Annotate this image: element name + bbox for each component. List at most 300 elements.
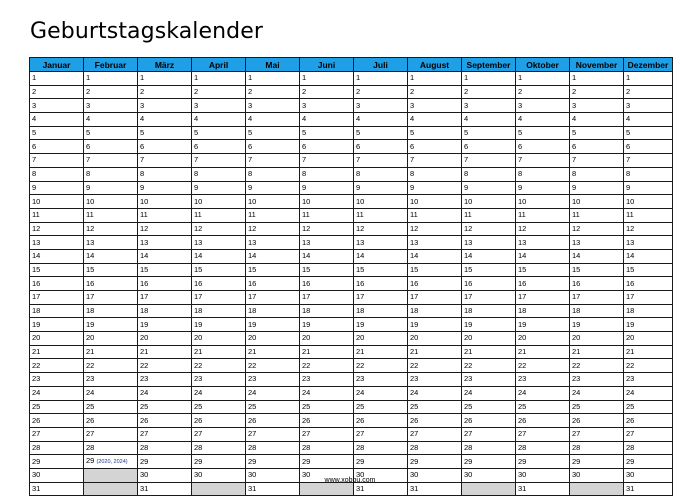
day-cell: 23 — [84, 373, 138, 387]
day-cell: 2 — [84, 85, 138, 99]
day-cell: 24 — [300, 386, 354, 400]
day-cell: 3 — [30, 99, 84, 113]
day-cell: 11 — [462, 208, 516, 222]
day-cell: 13 — [570, 236, 624, 250]
day-cell: 12 — [408, 222, 462, 236]
day-cell: 12 — [354, 222, 408, 236]
day-cell: 6 — [624, 140, 673, 154]
day-cell: 5 — [30, 126, 84, 140]
month-header: September — [462, 58, 516, 72]
day-cell: 28 — [300, 441, 354, 455]
day-cell: 17 — [624, 291, 673, 305]
day-cell: 13 — [516, 236, 570, 250]
table-row — [30, 195, 673, 209]
blank-cell — [462, 482, 516, 496]
day-cell: 16 — [192, 277, 246, 291]
day-cell: 8 — [462, 167, 516, 181]
table-row — [30, 359, 673, 373]
day-cell: 23 — [462, 373, 516, 387]
day-cell: 9 — [300, 181, 354, 195]
day-cell: 18 — [516, 304, 570, 318]
day-cell: 16 — [300, 277, 354, 291]
table-row — [30, 427, 673, 441]
day-cell: 30 — [192, 468, 246, 482]
day-cell: 25 — [192, 400, 246, 414]
day-cell: 16 — [462, 277, 516, 291]
day-cell: 7 — [300, 154, 354, 168]
day-cell: 13 — [192, 236, 246, 250]
day-cell: 5 — [138, 126, 192, 140]
day-cell: 22 — [192, 359, 246, 373]
day-cell: 1 — [192, 72, 246, 86]
day-cell: 25 — [570, 400, 624, 414]
day-cell: 17 — [30, 291, 84, 305]
day-cell: 19 — [84, 318, 138, 332]
day-cell: 13 — [354, 236, 408, 250]
day-cell: 17 — [138, 291, 192, 305]
day-cell: 6 — [462, 140, 516, 154]
blank-cell — [570, 482, 624, 496]
day-cell: 2 — [246, 85, 300, 99]
table-row — [30, 345, 673, 359]
day-cell: 19 — [192, 318, 246, 332]
day-cell: 11 — [192, 208, 246, 222]
day-cell: 9 — [192, 181, 246, 195]
table-row — [30, 277, 673, 291]
day-cell: 25 — [408, 400, 462, 414]
day-cell: 4 — [408, 113, 462, 127]
day-cell: 23 — [516, 373, 570, 387]
day-cell: 14 — [192, 249, 246, 263]
day-cell: 3 — [138, 99, 192, 113]
day-cell: 25 — [138, 400, 192, 414]
day-cell: 21 — [246, 345, 300, 359]
table-row — [30, 72, 673, 86]
day-cell: 6 — [84, 140, 138, 154]
day-cell: 26 — [408, 414, 462, 428]
day-cell: 20 — [192, 332, 246, 346]
day-cell: 18 — [570, 304, 624, 318]
day-cell: 30 — [516, 468, 570, 482]
day-cell: 4 — [192, 113, 246, 127]
day-cell: 1 — [462, 72, 516, 86]
day-cell: 14 — [138, 249, 192, 263]
day-cell: 6 — [408, 140, 462, 154]
day-cell: 30 — [408, 468, 462, 482]
day-cell: 14 — [246, 249, 300, 263]
day-cell: 18 — [408, 304, 462, 318]
table-row — [30, 318, 673, 332]
birthday-calendar-table — [29, 57, 673, 496]
day-cell: 23 — [246, 373, 300, 387]
day-cell: 14 — [516, 249, 570, 263]
day-cell: 15 — [30, 263, 84, 277]
day-cell: 30 — [354, 468, 408, 482]
day-cell: 31 — [246, 482, 300, 496]
day-cell: 16 — [408, 277, 462, 291]
day-cell: 31 — [516, 482, 570, 496]
day-cell: 23 — [300, 373, 354, 387]
day-cell: 2 — [570, 85, 624, 99]
table-row — [30, 386, 673, 400]
day-cell: 24 — [354, 386, 408, 400]
day-cell: 24 — [570, 386, 624, 400]
day-cell: 3 — [192, 99, 246, 113]
day-cell: 9 — [84, 181, 138, 195]
day-cell: 20 — [570, 332, 624, 346]
day-cell: 9 — [246, 181, 300, 195]
day-cell: 20 — [462, 332, 516, 346]
day-cell: 1 — [246, 72, 300, 86]
day-cell: 6 — [354, 140, 408, 154]
day-cell: 21 — [300, 345, 354, 359]
day-cell: 3 — [84, 99, 138, 113]
day-cell: 25 — [516, 400, 570, 414]
day-cell: 15 — [84, 263, 138, 277]
day-cell: 10 — [408, 195, 462, 209]
day-cell: 5 — [516, 126, 570, 140]
day-cell: 17 — [300, 291, 354, 305]
day-cell: 19 — [30, 318, 84, 332]
day-cell: 10 — [570, 195, 624, 209]
day-cell: 21 — [192, 345, 246, 359]
day-cell: 5 — [84, 126, 138, 140]
day-cell: 27 — [570, 427, 624, 441]
day-cell: 17 — [84, 291, 138, 305]
day-cell: 5 — [624, 126, 673, 140]
day-cell: 13 — [300, 236, 354, 250]
day-cell: 15 — [300, 263, 354, 277]
day-cell: 17 — [192, 291, 246, 305]
page-title: Geburtstagskalender — [30, 19, 264, 44]
day-cell: 1 — [30, 72, 84, 86]
day-cell: 5 — [570, 126, 624, 140]
month-header: März — [138, 58, 192, 72]
day-cell: 28 — [30, 441, 84, 455]
day-cell: 2 — [354, 85, 408, 99]
day-cell: 5 — [408, 126, 462, 140]
day-cell: 20 — [516, 332, 570, 346]
table-row — [30, 236, 673, 250]
table-row — [30, 181, 673, 195]
day-cell: 31 — [138, 482, 192, 496]
day-cell: 8 — [354, 167, 408, 181]
day-cell: 29 — [516, 455, 570, 469]
day-cell: 3 — [246, 99, 300, 113]
day-cell: 20 — [624, 332, 673, 346]
day-cell: 11 — [246, 208, 300, 222]
day-cell: 29 — [246, 455, 300, 469]
month-header: Februar — [84, 58, 138, 72]
day-cell: 12 — [246, 222, 300, 236]
table-row — [30, 208, 673, 222]
day-cell: 30 — [624, 468, 673, 482]
day-cell: 24 — [192, 386, 246, 400]
day-cell: 3 — [624, 99, 673, 113]
day-cell: 8 — [192, 167, 246, 181]
table-row — [30, 249, 673, 263]
day-cell: 26 — [516, 414, 570, 428]
day-cell: 6 — [300, 140, 354, 154]
day-cell: 25 — [624, 400, 673, 414]
day-cell: 27 — [408, 427, 462, 441]
table-row — [30, 482, 673, 496]
day-cell: 24 — [138, 386, 192, 400]
day-cell: 11 — [84, 208, 138, 222]
day-cell: 28 — [462, 441, 516, 455]
table-row — [30, 85, 673, 99]
table-row — [30, 140, 673, 154]
day-cell: 10 — [192, 195, 246, 209]
day-cell: 22 — [84, 359, 138, 373]
day-cell: 2 — [624, 85, 673, 99]
day-cell: 7 — [246, 154, 300, 168]
day-cell: 17 — [246, 291, 300, 305]
day-cell: 14 — [624, 249, 673, 263]
blank-cell — [84, 482, 138, 496]
day-cell: 10 — [300, 195, 354, 209]
day-cell: 30 — [570, 468, 624, 482]
day-cell: 15 — [516, 263, 570, 277]
day-cell: 14 — [462, 249, 516, 263]
day-cell: 21 — [516, 345, 570, 359]
day-cell: 15 — [408, 263, 462, 277]
day-cell: 7 — [84, 154, 138, 168]
day-cell: 3 — [300, 99, 354, 113]
day-cell: 11 — [30, 208, 84, 222]
day-cell: 1 — [354, 72, 408, 86]
table-row — [30, 126, 673, 140]
leap-year-note: (2020, 2024) — [96, 459, 128, 466]
day-cell: 28 — [192, 441, 246, 455]
day-cell: 23 — [138, 373, 192, 387]
month-header: August — [408, 58, 462, 72]
day-cell: 22 — [408, 359, 462, 373]
day-cell: 12 — [624, 222, 673, 236]
day-cell: 16 — [624, 277, 673, 291]
day-cell: 28 — [354, 441, 408, 455]
day-cell: 12 — [192, 222, 246, 236]
day-cell: 2 — [138, 85, 192, 99]
day-cell: 24 — [516, 386, 570, 400]
day-cell: 20 — [354, 332, 408, 346]
day-cell: 20 — [84, 332, 138, 346]
day-cell: 1 — [624, 72, 673, 86]
day-cell: 26 — [462, 414, 516, 428]
day-cell: 26 — [624, 414, 673, 428]
day-cell: 16 — [138, 277, 192, 291]
day-cell: 18 — [354, 304, 408, 318]
day-cell: 7 — [516, 154, 570, 168]
day-cell: 25 — [246, 400, 300, 414]
day-cell: 29 — [138, 455, 192, 469]
day-cell: 5 — [354, 126, 408, 140]
leap-day-cell — [84, 455, 138, 469]
day-cell: 23 — [408, 373, 462, 387]
day-cell: 4 — [354, 113, 408, 127]
day-cell: 5 — [246, 126, 300, 140]
day-cell: 31 — [30, 482, 84, 496]
month-header: Januar — [30, 58, 84, 72]
day-cell: 11 — [300, 208, 354, 222]
day-cell: 26 — [138, 414, 192, 428]
day-cell: 26 — [84, 414, 138, 428]
day-cell: 7 — [30, 154, 84, 168]
footer-url: www.xobbu.com — [324, 477, 376, 484]
day-cell: 27 — [192, 427, 246, 441]
day-cell: 1 — [408, 72, 462, 86]
day-cell: 3 — [516, 99, 570, 113]
day-cell: 20 — [246, 332, 300, 346]
day-cell: 18 — [138, 304, 192, 318]
day-cell: 19 — [570, 318, 624, 332]
day-cell: 10 — [624, 195, 673, 209]
day-cell: 20 — [408, 332, 462, 346]
day-cell: 28 — [84, 441, 138, 455]
day-cell: 3 — [408, 99, 462, 113]
day-cell: 13 — [462, 236, 516, 250]
day-cell: 16 — [570, 277, 624, 291]
day-cell: 8 — [624, 167, 673, 181]
day-cell: 4 — [138, 113, 192, 127]
day-cell: 8 — [408, 167, 462, 181]
day-cell: 4 — [570, 113, 624, 127]
month-header: April — [192, 58, 246, 72]
month-header: Juni — [300, 58, 354, 72]
day-cell: 21 — [462, 345, 516, 359]
day-cell: 30 — [246, 468, 300, 482]
day-cell: 19 — [300, 318, 354, 332]
day-cell: 16 — [30, 277, 84, 291]
day-cell: 29 — [30, 455, 84, 469]
month-header: Dezember — [624, 58, 673, 72]
day-cell: 6 — [516, 140, 570, 154]
table-row — [30, 113, 673, 127]
day-cell: 24 — [30, 386, 84, 400]
day-cell: 29 — [570, 455, 624, 469]
day-cell: 17 — [516, 291, 570, 305]
day-cell: 19 — [354, 318, 408, 332]
day-cell: 7 — [192, 154, 246, 168]
day-cell: 3 — [354, 99, 408, 113]
day-cell: 22 — [246, 359, 300, 373]
day-cell: 10 — [462, 195, 516, 209]
day-cell: 21 — [408, 345, 462, 359]
table-row — [30, 304, 673, 318]
day-cell: 7 — [138, 154, 192, 168]
day-cell: 4 — [300, 113, 354, 127]
day-cell: 23 — [570, 373, 624, 387]
day-cell: 28 — [246, 441, 300, 455]
day-cell: 1 — [84, 72, 138, 86]
day-cell: 9 — [624, 181, 673, 195]
table-row — [30, 167, 673, 181]
day-cell: 10 — [138, 195, 192, 209]
day-cell: 5 — [462, 126, 516, 140]
day-cell: 27 — [30, 427, 84, 441]
day-cell: 25 — [462, 400, 516, 414]
day-cell: 11 — [408, 208, 462, 222]
day-cell: 1 — [300, 72, 354, 86]
day-cell: 11 — [516, 208, 570, 222]
day-cell: 24 — [84, 386, 138, 400]
day-cell: 12 — [300, 222, 354, 236]
day-cell: 12 — [138, 222, 192, 236]
day-cell: 15 — [624, 263, 673, 277]
day-cell: 25 — [30, 400, 84, 414]
day-cell: 18 — [30, 304, 84, 318]
day-cell: 15 — [570, 263, 624, 277]
day-cell: 24 — [462, 386, 516, 400]
day-cell: 23 — [192, 373, 246, 387]
day-cell: 18 — [84, 304, 138, 318]
day-cell: 28 — [624, 441, 673, 455]
day-cell: 30 — [300, 468, 354, 482]
day-cell: 19 — [516, 318, 570, 332]
day-cell: 30 — [462, 468, 516, 482]
day-cell: 27 — [624, 427, 673, 441]
day-cell: 3 — [462, 99, 516, 113]
day-cell: 22 — [138, 359, 192, 373]
day-cell: 20 — [30, 332, 84, 346]
day-cell: 22 — [30, 359, 84, 373]
day-cell: 13 — [408, 236, 462, 250]
day-cell: 18 — [246, 304, 300, 318]
day-cell: 13 — [84, 236, 138, 250]
day-cell: 8 — [570, 167, 624, 181]
day-cell: 2 — [408, 85, 462, 99]
day-cell: 24 — [246, 386, 300, 400]
month-header: Mai — [246, 58, 300, 72]
day-cell: 6 — [138, 140, 192, 154]
month-header: Oktober — [516, 58, 570, 72]
day-cell: 23 — [354, 373, 408, 387]
day-cell: 2 — [192, 85, 246, 99]
day-cell: 27 — [354, 427, 408, 441]
day-cell: 2 — [462, 85, 516, 99]
day-cell: 20 — [138, 332, 192, 346]
day-cell: 6 — [570, 140, 624, 154]
day-cell: 8 — [84, 167, 138, 181]
day-cell: 12 — [570, 222, 624, 236]
day-cell: 19 — [138, 318, 192, 332]
table-row — [30, 400, 673, 414]
day-cell: 27 — [462, 427, 516, 441]
day-cell: 27 — [300, 427, 354, 441]
day-cell: 25 — [300, 400, 354, 414]
day-cell: 27 — [516, 427, 570, 441]
day-cell: 24 — [408, 386, 462, 400]
day-cell: 2 — [300, 85, 354, 99]
day-cell: 29 — [624, 455, 673, 469]
day-cell: 29 — [462, 455, 516, 469]
day-cell: 14 — [354, 249, 408, 263]
day-cell: 19 — [462, 318, 516, 332]
day-cell: 8 — [516, 167, 570, 181]
day-cell: 29 — [408, 455, 462, 469]
table-row — [30, 99, 673, 113]
day-cell: 22 — [300, 359, 354, 373]
day-cell: 7 — [462, 154, 516, 168]
day-cell: 21 — [30, 345, 84, 359]
day-cell: 6 — [192, 140, 246, 154]
day-cell: 14 — [84, 249, 138, 263]
day-cell: 12 — [84, 222, 138, 236]
day-cell: 26 — [192, 414, 246, 428]
day-cell: 10 — [246, 195, 300, 209]
table-row — [30, 414, 673, 428]
day-cell: 15 — [354, 263, 408, 277]
